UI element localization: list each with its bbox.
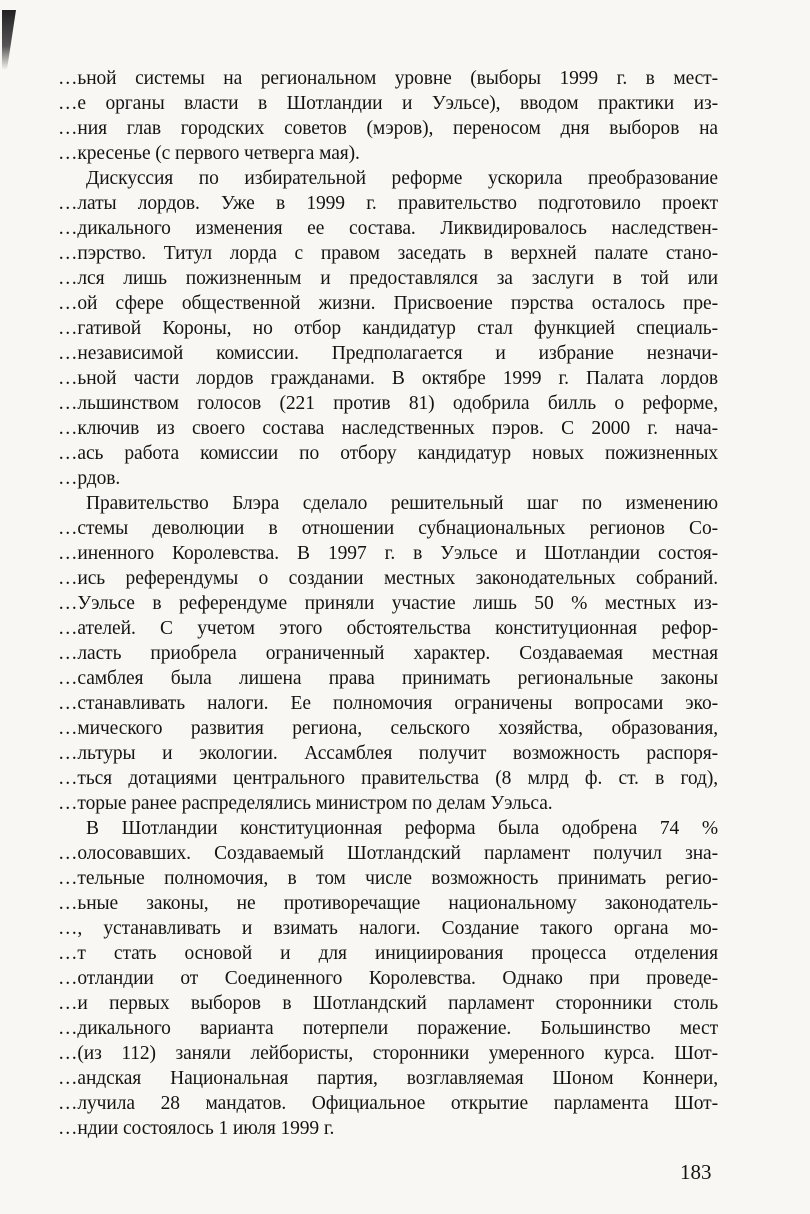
text-line: …ться дотациями центрального правительства (8 млрд ф. ст. в год), [58, 768, 718, 789]
text-line: …ьные законы, не противоречащие национальному законодатель- [58, 893, 718, 914]
text-line: …самблея была лишена права принимать региональные законы [58, 668, 718, 689]
text-line: …ись референдумы о создании местных законодательных собраний. [58, 568, 718, 589]
text-line: …ния глав городских советов (мэров), переносом дня выборов на [58, 118, 718, 139]
text-line: …независимой комиссии. Предполагается и избрание незначи- [58, 343, 718, 364]
text-line: …ась работа комиссии по отбору кандидатур новых пожизненных [58, 443, 718, 464]
text-line: …отландии от Соединенного Королевства. Однако при проведе- [58, 968, 718, 989]
text-line: …льшинством голосов (221 против 81) одобрила билль о реформе, [58, 393, 718, 414]
text-line: …тельные полномочия, в том числе возможность принимать регио- [58, 868, 718, 889]
text-line: …лучила 28 мандатов. Официальное открытие парламента Шот- [58, 1093, 718, 1114]
text-line: …стемы деволюции в отношении субнациональных регионов Со- [58, 518, 718, 539]
text-line: Правительство Блэра сделало решительный шаг по изменению [86, 493, 718, 514]
text-line: …андская Национальная партия, возглавляемая Шоном Коннери, [58, 1068, 718, 1089]
text-line: …пэрство. Титул лорда с правом заседать в верхней палате стано- [58, 243, 718, 264]
text-line: …Уэльсе в референдуме приняли участие лишь 50 % местных из- [58, 593, 718, 614]
text-line: Дискуссия по избирательной реформе ускорила преобразование [86, 168, 718, 189]
text-line: …, устанавливать и взимать налоги. Создание такого органа мо- [58, 918, 718, 939]
text-line: …лся лишь пожизненным и предоставлялся за заслуги в той или [58, 268, 718, 289]
text-line: В Шотландии конституционная реформа была одобрена 74 % [86, 818, 718, 839]
text-line: …ласть приобрела ограниченный характер. Создаваемая местная [58, 643, 718, 664]
text-line: …(из 112) заняли лейбористы, сторонники умеренного курса. Шот- [58, 1043, 718, 1064]
text-line: …латы лордов. Уже в 1999 г. правительство подготовило проект [58, 193, 718, 214]
text-line: …дикального изменения ее состава. Ликвидировалось наследствен- [58, 218, 718, 239]
text-line: …е органы власти в Шотландии и Уэльсе), вводом практики из- [58, 93, 718, 114]
text-line: …дикального варианта потерпели поражение. Большинство мест [58, 1018, 718, 1039]
text-line: …мического развития региона, сельского хозяйства, образования, [58, 718, 718, 739]
text-line: …кресенье (с первого четверга мая). [58, 143, 360, 164]
text-line: …льтуры и экологии. Ассамблея получит возможность распоря- [58, 743, 718, 764]
text-line: …ателей. С учетом этого обстоятельства конституционная рефор- [58, 618, 718, 639]
text-line: …ндии состоялось 1 июля 1999 г. [58, 1118, 335, 1139]
scan-edge-shadow [2, 10, 16, 70]
text-line: …ьной системы на региональном уровне (выборы 1999 г. в мест- [58, 68, 718, 89]
text-line: …ьной части лордов гражданами. В октябре 1999 г. Палата лордов [58, 368, 718, 389]
page-number: 183 [680, 1160, 712, 1184]
body-text [58, 66, 718, 1141]
text-line: …торые ранее распределялись министром по делам Уэльса. [58, 793, 553, 814]
text-line: …ой сфере общественной жизни. Присвоение пэрства осталось пре- [58, 293, 718, 314]
text-line: …иненного Королевства. В 1997 г. в Уэльсе и Шотландии состоя- [58, 543, 718, 564]
text-line: …и первых выборов в Шотландский парламент сторонники столь [58, 993, 718, 1014]
text-line: …т стать основой и для инициирования процесса отделения [58, 943, 718, 964]
text-line: …рдов. [58, 468, 121, 489]
text-line: …гативой Короны, но отбор кандидатур стал функцией специаль- [58, 318, 718, 339]
text-line: …станавливать налоги. Ее полномочия ограничены вопросами эко- [58, 693, 718, 714]
text-line: …ключив из своего состава наследственных пэров. С 2000 г. нача- [58, 418, 718, 439]
text-line: …олосовавших. Создаваемый Шотландский парламент получил зна- [58, 843, 718, 864]
